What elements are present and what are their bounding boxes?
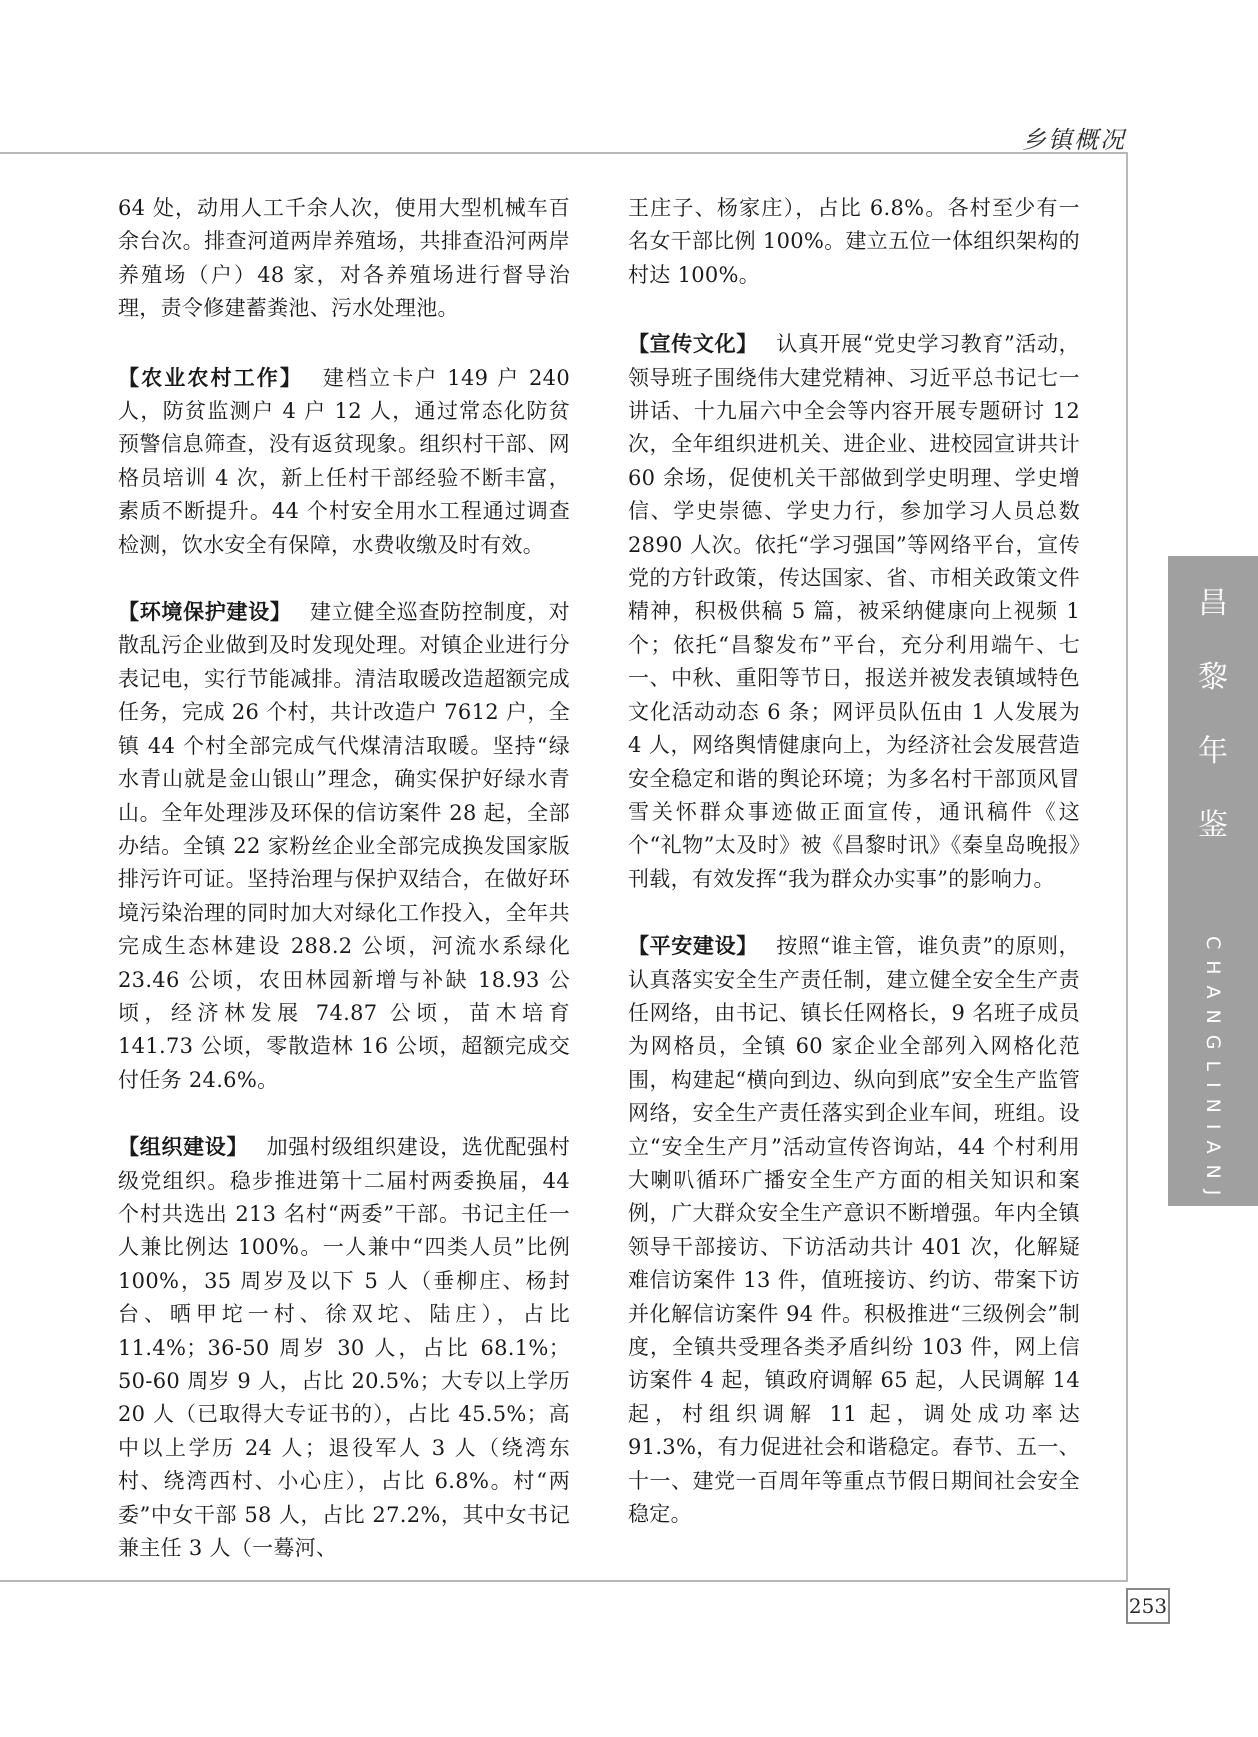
side-tab-char-4: 鉴	[1198, 808, 1228, 843]
agriculture-text: 建档立卡户 149 户 240 人，防贫监测户 4 户 12 人，通过常态化防贫预警信息筛查，没有返贫现象。组织村干部、网格员培训 4 次，新上任村干部经验不断丰富，素质不断提升。44 个村安全用水工程通过调查检测，饮水安全有保障，水费收缴及时有效。	[118, 365, 570, 557]
side-tab-char-2: 黎	[1198, 660, 1228, 695]
left-column	[118, 192, 570, 1599]
safety-paragraph	[628, 930, 1080, 1531]
side-tab-char-1: 昌	[1198, 586, 1228, 621]
publicity-text: 认真开展“党史学习教育”活动，领导班子围绕伟大建党精神、习近平总书记七一讲话、十九届六中全会等内容开展专题研讨 12 次，全年组织进机关、进企业、进校园宣讲共计 60 余场，促使机关干部做到学史明理、学史增信、学史崇德、学史力行，参加学习人员总数 2890 人次。依托“学习强国”等网络平台，宣传党的方针政策，传达国家、省、市相关政策文件精神，积极供稿 5 篇，被采纳健康向上视频 1 个；依托“昌黎发布”平台，充分利用端午、七一、中秋、重阳等节日，报送并被发表镇域特色文化活动动态 6 条；网评员队伍由 1 人发展为 4 人，网络舆情健康向上，为经济社会发展营造安全稳定和谐的舆论环境；为多名村干部顶风冒雪关怀群众事迹做正面宣传，通讯稿件《这个“礼物”太及时》被《昌黎时讯》《秦皇岛晚报》刊载，有效发挥“我为群众办实事”的影响力。	[628, 332, 1080, 891]
environment-heading: 【环境保护建设】	[118, 600, 292, 625]
yearbook-side-tab	[1168, 556, 1258, 1273]
header-rule	[0, 152, 1128, 154]
organization-text: 加强村级组织建设，选优配强村级党组织。稳步推进第十二届村两委换届，44 个村共选出 213 名村“两委”干部。书记主任一人兼比例达 100%。一人兼中“四类人员”比例 100%，35 周岁及以下 5 人（垂柳庄、杨封台、晒甲坨一村、徐双坨、陆庄），占比 11.4%；36-50 周岁 30 人，占比 68.1%；50-60 周岁 9 人，占比 20.5%；大专以上学历 20 人（已取得大专证书的），占比 45.5%；高中以上学历 24 人；退役军人 3 人（绕湾东村、绕湾西村、小心庄），占比 6.8%。村“两委”中女干部 58 人，占比 27.2%，其中女书记兼主任 3 人（一蓦河、	[118, 1135, 570, 1561]
safety-heading: 【平安建设】	[628, 934, 758, 959]
side-tab-latin: CHANGLINIANJIAN	[1202, 936, 1224, 1273]
right-column	[628, 192, 1080, 1565]
publicity-paragraph	[628, 328, 1080, 896]
agriculture-paragraph	[118, 362, 570, 562]
publicity-heading: 【宣传文化】	[628, 332, 758, 357]
environment-text: 建立健全巡查防控制度，对散乱污企业做到及时发现处理。对镇企业进行分表记电，实行节能减排。清洁取暖改造超额完成任务，完成 26 个村，共计改造户 7612 户，全镇 44 个村全部完成气代煤清洁取暖。坚持“绿水青山就是金山银山”理念，确实保护好绿水青山。全年处理涉及环保的信访案件 28 起，全部办结。全镇 22 家粉丝企业全部完成换发国家版排污许可证。坚持治理与保护双结合，在做好环境污染治理的同时加大对绿化工作投入，全年共完成生态林建设 288.2 公顷，河流水系绿化 23.46 公顷，农田林园新增与补缺 18.93 公顷，经济林发展 74.87 公顷，苗木培育 141.73 公顷，零散造林 16 公顷，超额完成交付任务 24.6%。	[118, 600, 570, 1092]
page-border-right	[1126, 152, 1128, 1582]
section-title: 乡镇概况	[1022, 126, 1126, 154]
organization-heading: 【组织建设】	[118, 1135, 249, 1160]
environment-paragraph	[118, 596, 570, 1097]
safety-text: 按照“谁主管，谁负责”的原则，认真落实安全生产责任制，建立健全安全生产责任网络，由书记、镇长任网格长，9 名班子成员为网格员，全镇 60 家企业全部列入网格化范围，构建起“横向到边、纵向到底”安全生产监管网络，安全生产责任落实到企业车间，班组。设立“安全生产月”活动宣传咨询站，44 个村利用大喇叭循环广播安全生产方面的相关知识和案例，广大群众安全生产意识不断增强。年内全镇领导干部接访、下访活动共计 401 次，化解疑难信访案件 13 件，值班接访、约访、带案下访并化解信访案件 94 件。积极推进“三级例会”制度，全镇共受理各类矛盾纠纷 103 件，网上信访案件 4 起，镇政府调解 65 起，人民调解 14 起，村组织调解 11 起，调处成功率达 91.3%，有力促进社会和谐稳定。春节、五一、十一、建党一百周年等重点节假日期间社会安全稳定。	[628, 934, 1080, 1527]
organization-paragraph	[118, 1131, 570, 1565]
agriculture-heading: 【农业农村工作】	[118, 365, 304, 390]
left-continuation-paragraph: 64 处，动用人工千余人次，使用大型机械车百余台次。排查河道两岸养殖场，共排查沿河两岸养殖场（户）48 家，对各养殖场进行督导治理，责令修建蓄粪池、污水处理池。	[118, 196, 570, 321]
page-number: 253	[1126, 1588, 1170, 1624]
right-continuation-paragraph: 王庄子、杨家庄），占比 6.8%。各村至少有一名女干部比例 100%。建立五位一体组织架构的村达 100%。	[628, 196, 1080, 287]
side-tab-char-3: 年	[1198, 734, 1228, 769]
